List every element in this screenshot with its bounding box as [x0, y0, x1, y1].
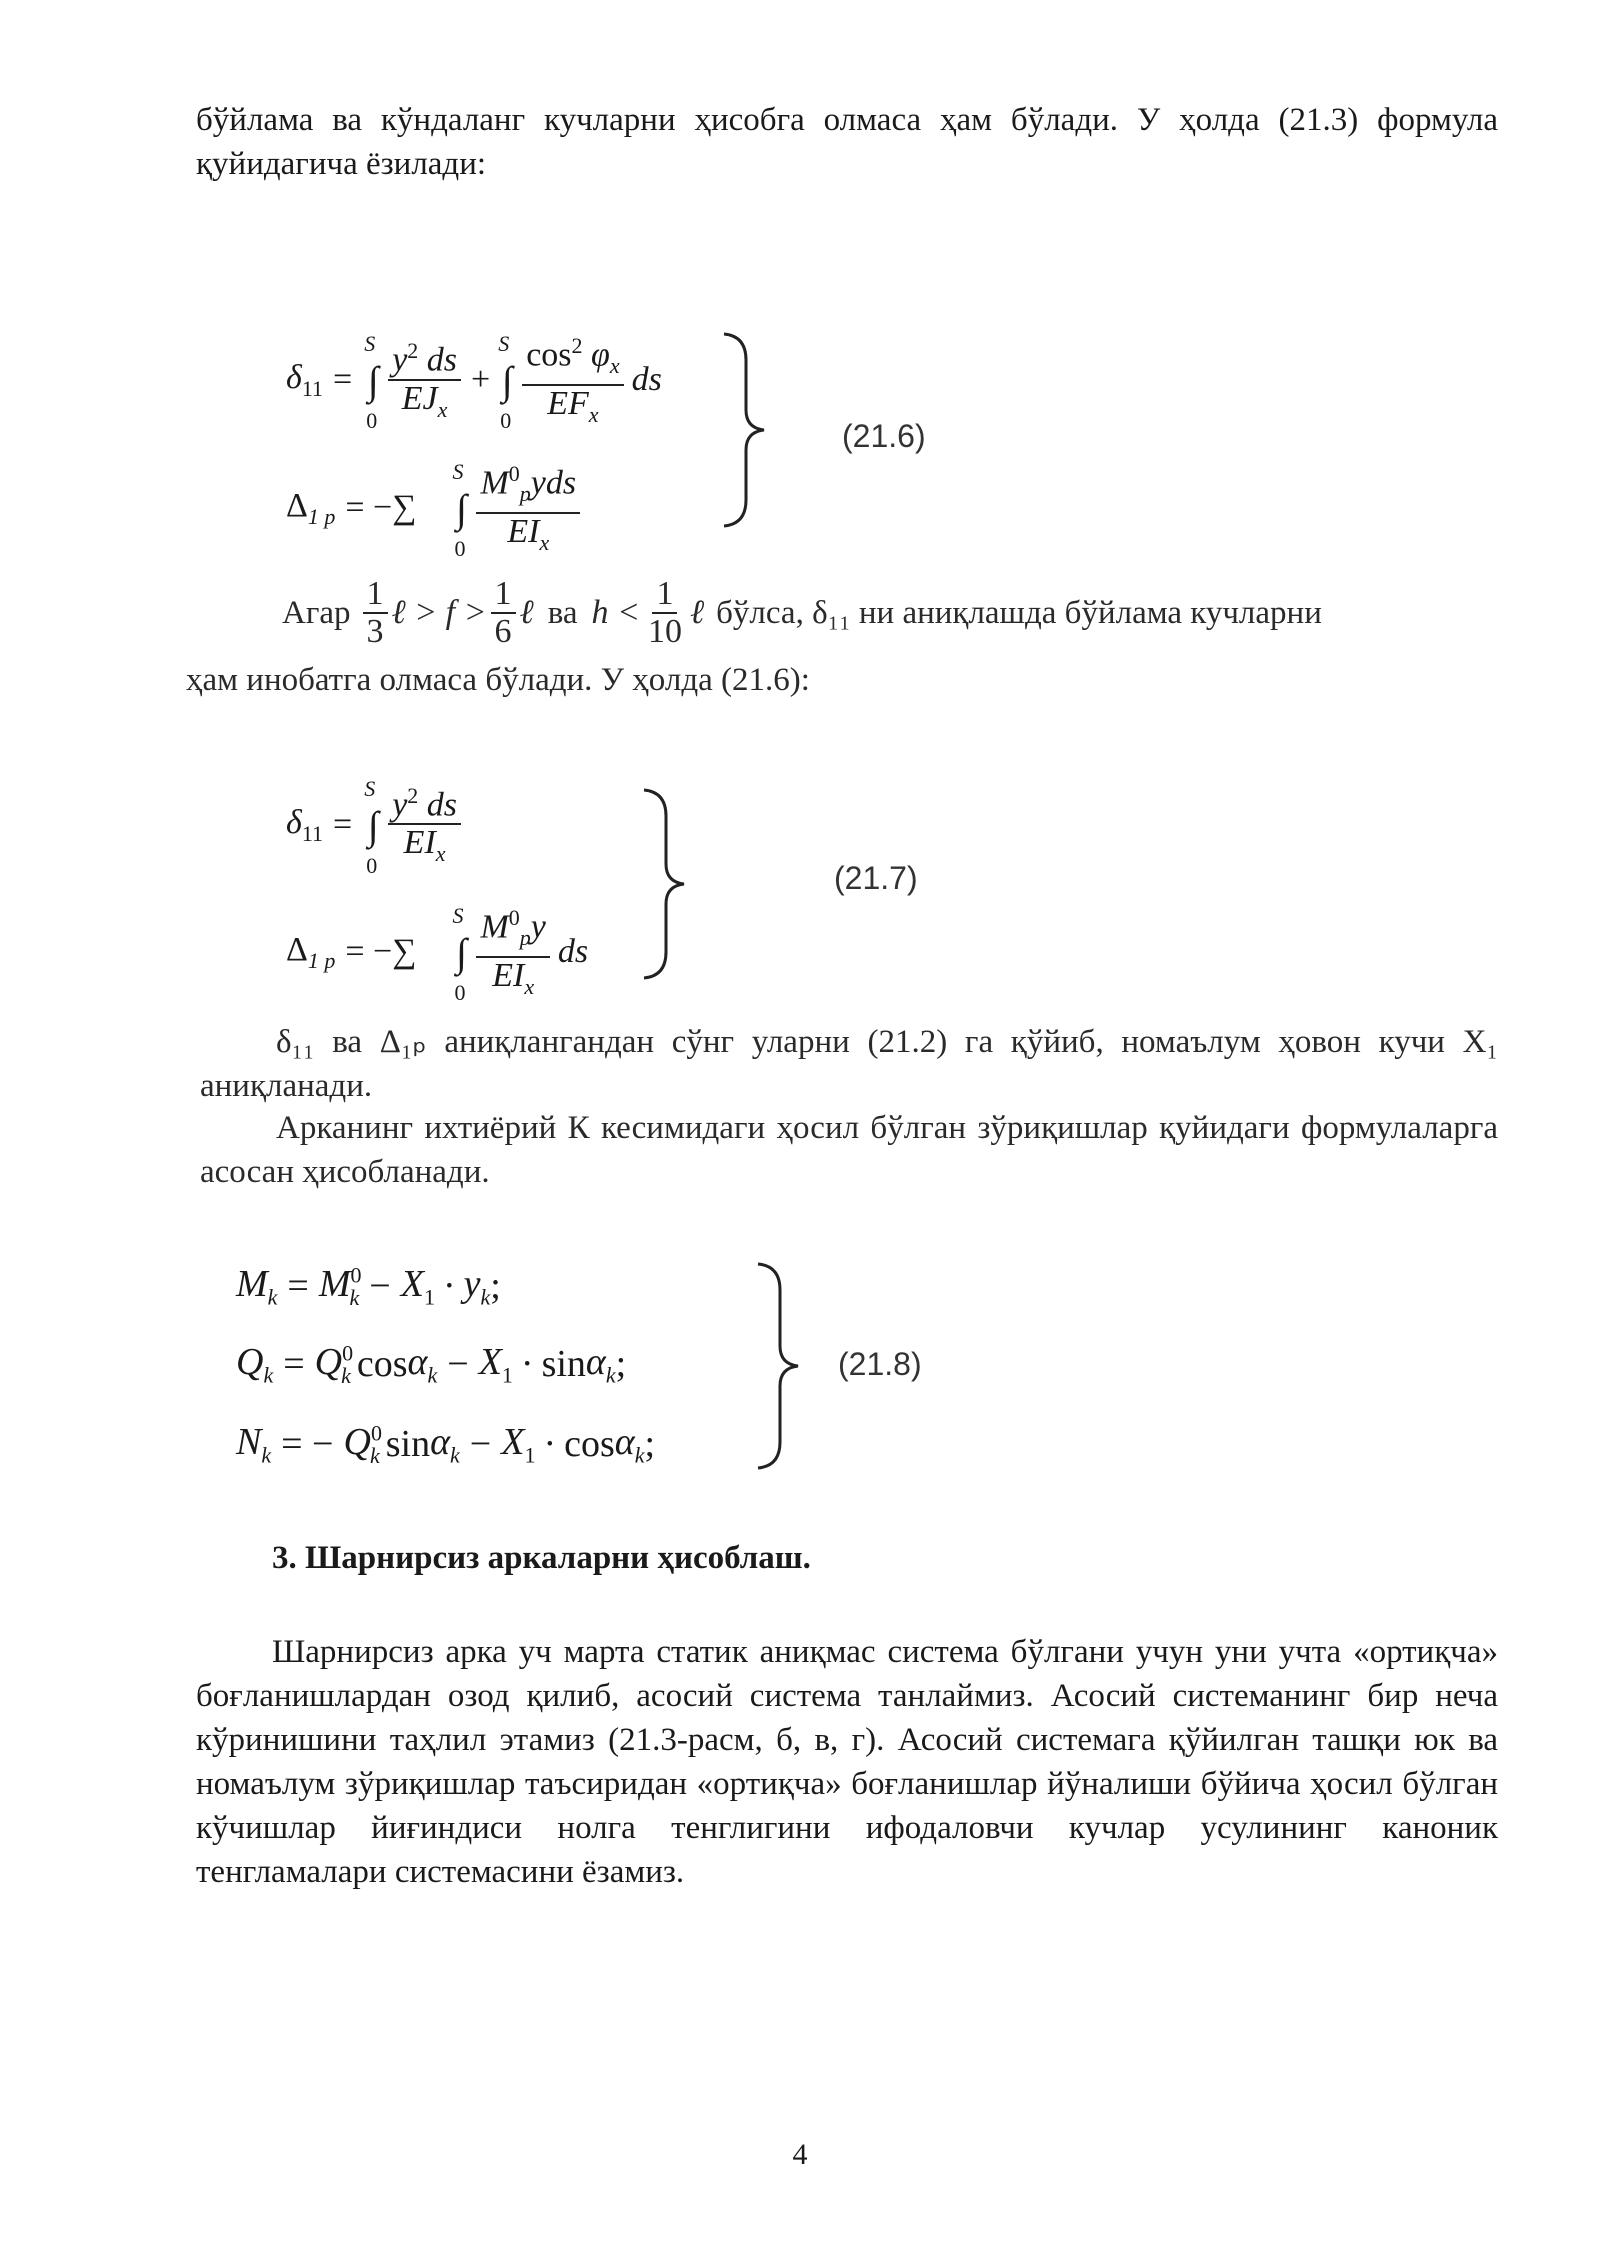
section-body: Шарнирсиз арка уч марта статик аниқмас система бўлгани учун уни учта «ортиқча» боғланишлардан озод қилиб, асосий система танлаймиз. Асосий системанинг бир неча кўринишини таҳлил этамиз (21.3-расм, б, в, г). Асосий системага қўйилган ташқи юк ва номаълум зўриқишлар таъсиридан «ортиқча» боғланишлар йўналиши бўйича ҳосил бўлган кўчишлар йиғиндиси нолга тенглигини ифодаловчи кучлар усулининг каноник тенгламалари системасини ёзамиз. [196, 1634, 1498, 1890]
condition-line2: ҳам инобатга олмаса бўлади. У ҳолда (21.6): [186, 662, 810, 698]
equation-Qk: $Q_k$ = $Q^0_k$ cos $\alpha_k$ − $X_1$ · sin $\alpha_k$ ; [236, 1340, 627, 1388]
equation-Mk: $M_k$ = $M^0_k$ − $X_1$ · $y_k$ ; [236, 1262, 501, 1310]
brace-right [638, 786, 698, 982]
condition-line: Агар $\frac{1}{3}$ ℓ > f > $\frac{1}{6}$ ℓ ва h < $\frac{1}{10}$ ℓ бўлса, δ₁₁ ни аниқлашда бўйлама кучларни [282, 575, 1322, 650]
intro-paragraph: бўйлама ва кўндаланг кучларни ҳисобга олмаса ҳам бўлади. У ҳолда (21.3) формула қуйидагича ёзилади: [196, 102, 1498, 182]
brace-right [718, 330, 778, 530]
equation-number: (21.7) [834, 860, 918, 896]
equation-delta11-simplified: $\delta_{11}$ = ∫ S 0 $\frac{y^2 ds}{EI_x}$ [286, 778, 465, 872]
equation-Delta1p: $\Delta_{1 p}$ = −∑ ∫ S 0 $\frac{M^0_pyds}{EI_x}$ [286, 456, 584, 561]
condition-tail: бўлса, δ₁₁ ни аниқлашда бўйлама кучларни [716, 594, 1322, 631]
equation-number: (21.8) [838, 1346, 922, 1382]
brace-right [752, 1260, 812, 1472]
page-number: 4 [792, 2138, 808, 2171]
paragraph-after-21-7: δ₁₁ ва Δ₁ₚ аниқлангандан сўнг уларни (21.2) га қўйиб, номаълум ҳовон кучи X₁ аниқланади. [200, 1024, 1498, 1104]
section-heading: 3. Шарнирсиз аркаларни ҳисоблаш. [272, 1540, 811, 1576]
paragraph-forces: Арканинг ихтиёрий К кесимидаги ҳосил бўлган зўриқишлар қуйидаги формулаларга асосан ҳисобланади. [200, 1110, 1498, 1190]
va-word: ва [547, 594, 578, 631]
equation-delta11: $\delta_{11}$ = ∫ S 0 $\frac{y^2 ds}{EJ_x}$ + ∫ S 0 $\frac{\cos^2 \varphi_x}{EF_x}$ ds [286, 328, 662, 433]
agar-word: Агар [282, 594, 351, 631]
equation-Delta1p-simplified: $\Delta_{1 p}$ = −∑ ∫ S 0 $\frac{M^0_py}{EI_x}$ ds [286, 900, 588, 1005]
equation-Nk: $N_k$ = − $Q^0_k$ sin $\alpha_k$ − $X_1$ · cos $\alpha_k$ ; [236, 1420, 656, 1468]
equation-number: (21.6) [842, 418, 926, 454]
